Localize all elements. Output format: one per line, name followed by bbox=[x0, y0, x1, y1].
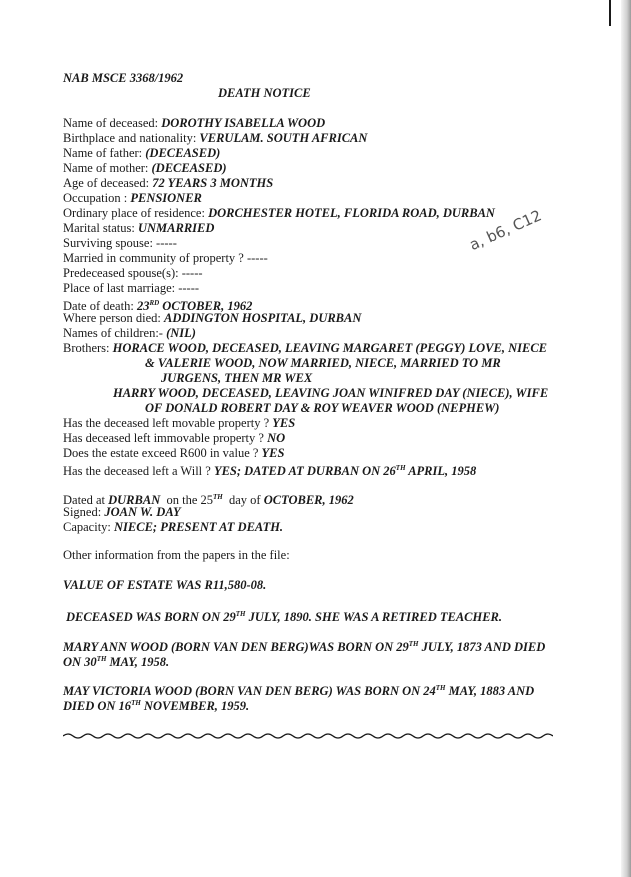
value: VERULAM. SOUTH AFRICAN bbox=[199, 131, 368, 145]
label: Date of death: bbox=[63, 299, 137, 313]
other-info-heading: Other information from the papers in the file: bbox=[63, 548, 290, 562]
value: 25 bbox=[200, 493, 213, 507]
field-birthplace bbox=[63, 131, 367, 146]
label: Capacity: bbox=[63, 520, 115, 534]
value: UNMARRIED bbox=[138, 221, 215, 235]
text: MARY ANN WOOD (BORN VAN DEN BERG)WAS BORN ON 29 bbox=[63, 640, 409, 654]
field-surviving-spouse: Surviving spouse: ----- bbox=[63, 236, 177, 250]
value: YES bbox=[261, 446, 285, 460]
label: day of bbox=[222, 493, 264, 507]
text: MAY, 1958. bbox=[106, 655, 170, 669]
handwritten-annotation: a, b6, C12 bbox=[466, 206, 545, 254]
label: Name of deceased: bbox=[63, 116, 162, 130]
label: Occupation : bbox=[63, 191, 131, 205]
value: ADDINGTON HOSPITAL, DURBAN bbox=[164, 311, 362, 325]
label: on the bbox=[160, 493, 201, 507]
text: JULY, 1890. SHE WAS A RETIRED TEACHER. bbox=[245, 610, 503, 624]
value: NIECE; PRESENT AT DEATH. bbox=[114, 520, 284, 534]
signed-line bbox=[63, 505, 181, 520]
brothers-line-5: OF DONALD ROBERT DAY & ROY WEAVER WOOD (NEPHEW) bbox=[145, 401, 500, 415]
value: OCTOBER, 1962 bbox=[263, 493, 354, 507]
label: Signed: bbox=[63, 505, 105, 519]
label: Has the deceased left a Will ? bbox=[63, 464, 214, 478]
mary-ann-note-line-2 bbox=[63, 652, 169, 670]
field-will bbox=[63, 461, 476, 479]
archive-reference: NAB MSCE 3368/1962 bbox=[63, 71, 184, 85]
value: (DECEASED) bbox=[145, 146, 221, 160]
label: Marital status: bbox=[63, 221, 138, 235]
text: DECEASED WAS BORN ON 29 bbox=[66, 610, 236, 624]
birth-note bbox=[66, 607, 502, 625]
wavy-divider bbox=[63, 731, 553, 741]
field-estate-value bbox=[63, 446, 284, 461]
field-residence bbox=[63, 206, 495, 221]
text: NOVEMBER, 1959. bbox=[140, 699, 250, 713]
field-mother bbox=[63, 161, 227, 176]
text: MAY VICTORIA WOOD (BORN VAN DEN BERG) WAS BORN ON 24 bbox=[63, 684, 436, 698]
value: PENSIONER bbox=[130, 191, 202, 205]
label: Has deceased left immovable property ? bbox=[63, 431, 268, 445]
field-children bbox=[63, 326, 196, 341]
value: 23 bbox=[136, 299, 150, 313]
field-place-of-death bbox=[63, 311, 361, 326]
value: OCTOBER, 1962 bbox=[159, 299, 253, 313]
field-brothers bbox=[63, 341, 547, 356]
label: Birthplace and nationality: bbox=[63, 131, 200, 145]
text: ON 30 bbox=[63, 655, 97, 669]
text: MAY, 1883 AND bbox=[445, 684, 535, 698]
field-name bbox=[63, 116, 325, 131]
value: APRIL, 1958 bbox=[405, 464, 477, 478]
wavy-divider-line bbox=[63, 734, 553, 738]
value: (NIL) bbox=[166, 326, 196, 340]
label: Names of children:- bbox=[63, 326, 167, 340]
label: Age of deceased: bbox=[63, 176, 153, 190]
field-father bbox=[63, 146, 220, 161]
superscript: TH bbox=[131, 699, 141, 707]
value: YES; DATED AT DURBAN ON 26 bbox=[213, 464, 396, 478]
brothers-line-2: & VALERIE WOOD, NOW MARRIED, NIECE, MARRIED TO MR bbox=[145, 356, 501, 370]
document-title: DEATH NOTICE bbox=[218, 86, 311, 100]
field-immovable-property bbox=[63, 431, 285, 446]
brothers-line-3: JURGENS, THEN MR WEX bbox=[161, 371, 313, 385]
capacity-line bbox=[63, 520, 283, 535]
text: JULY, 1873 AND DIED bbox=[418, 640, 546, 654]
superscript: TH bbox=[395, 464, 406, 472]
label: Has the deceased left movable property ? bbox=[63, 416, 273, 430]
value: YES bbox=[272, 416, 296, 430]
brothers-line-4: HARRY WOOD, DECEASED, LEAVING JOAN WINIFRED DAY (NIECE), WIFE bbox=[113, 386, 549, 400]
superscript: TH bbox=[96, 655, 107, 663]
superscript: RD bbox=[149, 299, 160, 307]
field-last-marriage: Place of last marriage: ----- bbox=[63, 281, 200, 295]
value: NO bbox=[267, 431, 286, 445]
may-victoria-note-line-2 bbox=[63, 696, 249, 714]
label: Where person died: bbox=[63, 311, 165, 325]
value: JOAN W. DAY bbox=[104, 505, 181, 519]
label: Dated at bbox=[63, 493, 109, 507]
value: DOROTHY ISABELLA WOOD bbox=[161, 116, 326, 130]
superscript: TH bbox=[213, 493, 223, 501]
label: Does the estate exceed R600 in value ? bbox=[63, 446, 262, 460]
field-movable-property bbox=[63, 416, 295, 431]
label: Brothers: bbox=[63, 341, 113, 355]
field-age bbox=[63, 176, 273, 191]
field-marital-status bbox=[63, 221, 214, 236]
superscript: TH bbox=[235, 610, 246, 618]
field-community-property: Married in community of property ? ----- bbox=[63, 251, 268, 265]
field-predeceased-spouse: Predeceased spouse(s): ----- bbox=[63, 266, 203, 280]
label: Name of father: bbox=[63, 146, 146, 160]
value: (DECEASED) bbox=[151, 161, 227, 175]
label: Name of mother: bbox=[63, 161, 152, 175]
value: HORACE WOOD, DECEASED, LEAVING MARGARET (PEGGY) LOVE, NIECE bbox=[112, 341, 548, 355]
value: DORCHESTER HOTEL, FLORIDA ROAD, DURBAN bbox=[208, 206, 495, 220]
value: DURBAN bbox=[108, 493, 161, 507]
superscript: TH bbox=[435, 684, 446, 692]
value: 72 YEARS 3 MONTHS bbox=[152, 176, 274, 190]
field-occupation bbox=[63, 191, 202, 206]
estate-value-note: VALUE OF ESTATE WAS R11,580-08. bbox=[63, 578, 267, 592]
label: Ordinary place of residence: bbox=[63, 206, 209, 220]
superscript: TH bbox=[408, 640, 419, 648]
text: DIED ON 16 bbox=[63, 699, 132, 713]
